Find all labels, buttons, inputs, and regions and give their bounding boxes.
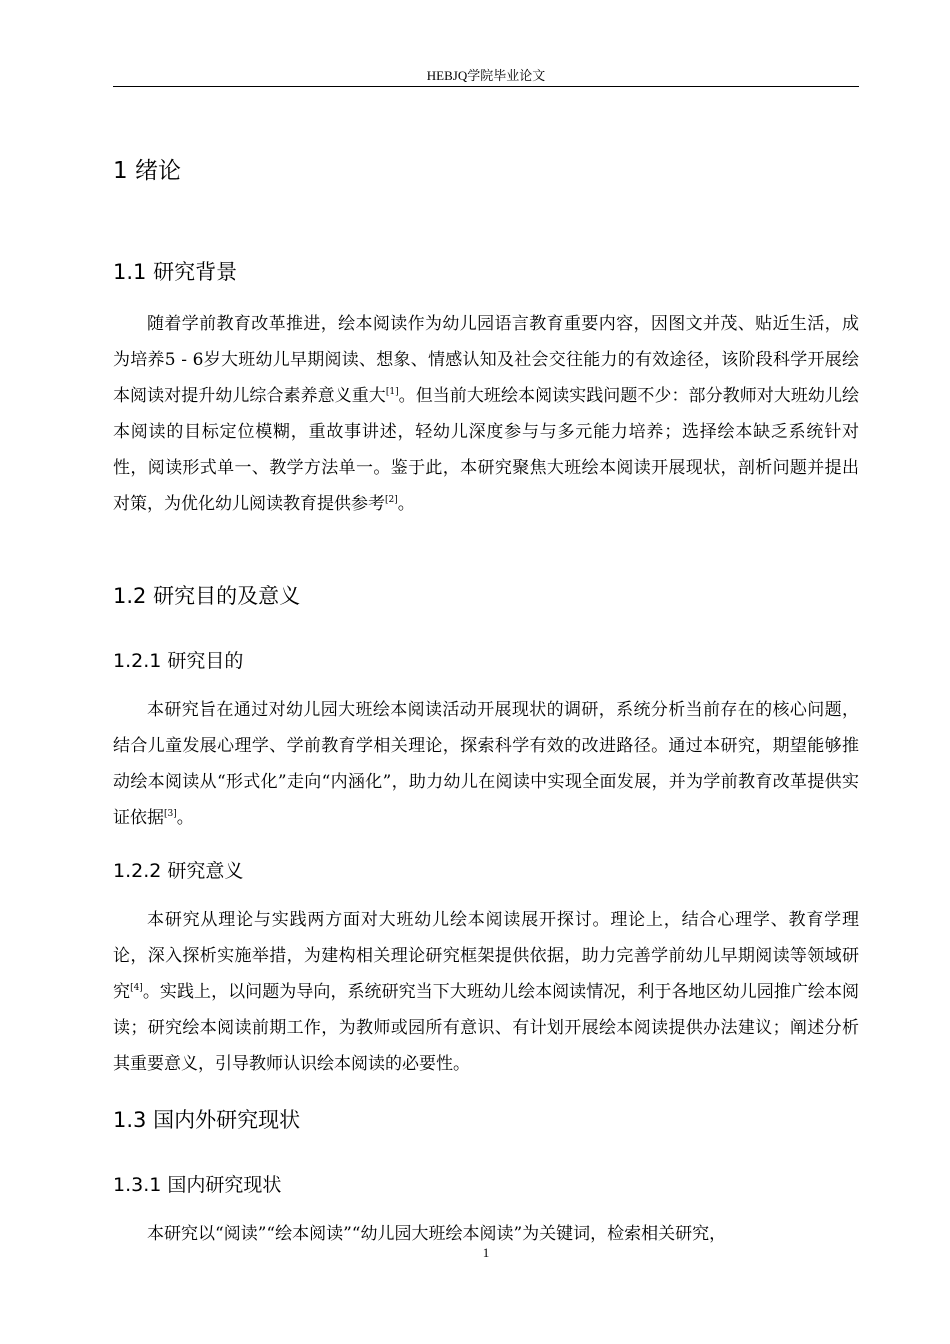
citation-2: [2] bbox=[385, 495, 398, 505]
subsection-title-1-2-1: 1.2.1 研究目的 bbox=[113, 650, 244, 672]
paragraph-research-background bbox=[113, 306, 859, 522]
page-header: HEBJQ学院毕业论文 bbox=[426, 68, 546, 83]
subsection-title-1-2-2: 1.2.2 研究意义 bbox=[113, 860, 244, 882]
paragraph-text: 。但当前大班绘本阅读实践问题不少：部分教师对大班幼儿绘本阅读的目标定位模糊，重故事讲述，轻幼儿深度参与与多元能力培养；选择绘本缺乏系统针对性，阅读形式单一、教学方法单一。鉴于此，本研究聚焦大班绘本阅读开展现状，剖析问题并提出对策，为优化幼儿阅读教育提供参考 bbox=[113, 386, 860, 514]
paragraph-text: 本研究旨在通过对幼儿园大班绘本阅读活动开展现状的调研，系统分析当前存在的核心问题，结合儿童发展心理学、学前教育学相关理论，探索科学有效的改进路径。通过本研究，期望能够推动绘本阅读从“形式化”走向“内涵化”，助力幼儿在阅读中实现全面发展，并为学前教育改革提供实证依据 bbox=[113, 700, 859, 828]
header-rule bbox=[113, 86, 859, 87]
section-title-1-1: 1.1 研究背景 bbox=[113, 260, 238, 284]
section-title-1-2: 1.2 研究目的及意义 bbox=[113, 584, 301, 608]
paragraph-text: 。 bbox=[397, 494, 415, 514]
subsection-title-1-3-1: 1.3.1 国内研究现状 bbox=[113, 1174, 282, 1196]
citation-4: [4] bbox=[130, 983, 143, 993]
paragraph-research-significance bbox=[113, 902, 859, 1082]
chapter-title: 1 绪论 bbox=[113, 158, 181, 184]
paragraph-text: 。 bbox=[176, 808, 194, 828]
citation-3: [3] bbox=[164, 809, 177, 819]
paragraph-text: 随着学前教育改革推进，绘本阅读作为幼儿园语言教育重要内容，因图文并茂、贴近生活，成为培养5 - 6岁大班幼儿早期阅读、想象、情感认知及社会交往能力的有效途径，该阶段科学开展绘本阅读对提升幼儿综合素养意义重大 bbox=[113, 314, 859, 406]
paragraph-research-purpose bbox=[113, 692, 859, 836]
page-number: 1 bbox=[482, 1245, 490, 1260]
paragraph-domestic-research: 本研究以“阅读”“绘本阅读”“幼儿园大班绘本阅读”为关键词，检索相关研究， bbox=[147, 1224, 727, 1244]
citation-1: [1] bbox=[385, 387, 399, 397]
paragraph-text: 本研究从理论与实践两方面对大班幼儿绘本阅读展开探讨。理论上，结合心理学、教育学理论，深入探析实施举措，为建构相关理论研究框架提供依据，助力完善学前幼儿早期阅读等领域研究 bbox=[113, 910, 859, 1002]
paragraph-text: 。实践上，以问题为导向，系统研究当下大班幼儿绘本阅读情况，利于各地区幼儿园推广绘本阅读；研究绘本阅读前期工作，为教师或园所有意识、有计划开展绘本阅读提供办法建议；阐述分析其重要意义，引导教师认识绘本阅读的必要性。 bbox=[113, 982, 860, 1074]
section-title-1-3: 1.3 国内外研究现状 bbox=[113, 1108, 301, 1132]
